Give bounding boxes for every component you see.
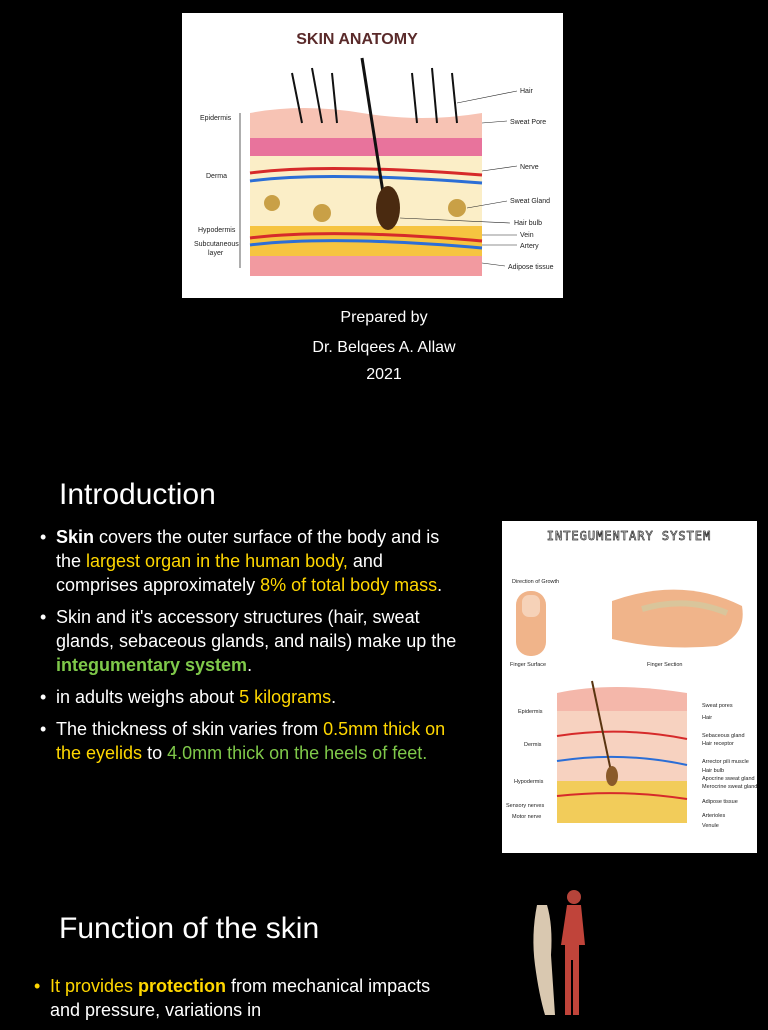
label-motor-nerve: Motor nerve	[512, 814, 542, 820]
label-hypodermis: Hypodermis	[198, 227, 236, 234]
introduction-heading: Introduction	[59, 478, 216, 511]
label-artery: Artery	[520, 243, 539, 250]
label-hair-2: Hair	[702, 715, 713, 721]
label-arterioles: Arterioles	[702, 813, 726, 819]
label-hair-bulb-2: Hair bulb	[702, 768, 725, 774]
skin-anatomy-title: SKIN ANATOMY	[296, 31, 418, 48]
introduction-bullets	[40, 525, 460, 773]
label-direction: Direction of Growth	[512, 579, 560, 585]
label-apocrine-gland: Apocrine sweat gland	[702, 776, 755, 782]
label-sensory-nerves: Sensory nerves	[506, 803, 545, 809]
integumentary-illustration	[502, 521, 757, 853]
label-nerve: Nerve	[520, 164, 539, 171]
prepared-by: Prepared by	[340, 309, 428, 326]
label-venule: Venule	[702, 823, 719, 829]
label-sweat-pores: Sweat pores	[702, 703, 733, 709]
label-subcutaneous: Subcutaneous	[194, 241, 239, 248]
bullet-skin-definition: • Skin covers the outer surface of the body and is the largest organ in the human body, and comprises approximately 8% of total body mass.	[40, 527, 443, 595]
label-hair-bulb: Hair bulb	[514, 220, 543, 227]
function-heading: Function of the skin	[59, 912, 320, 945]
label-hair: Hair	[520, 88, 533, 95]
label-arrector-pili: Arrector pili muscle	[702, 759, 749, 765]
integumentary-figure	[502, 521, 757, 853]
bullet-integumentary: • Skin and it's accessory structures (hair, sweat glands, sebaceous glands, and nails) make up the integumentary system.	[40, 607, 457, 675]
label-sweat-pore: Sweat Pore	[510, 119, 547, 126]
label-merocrine-gland: Merocrine sweat gland	[702, 784, 757, 790]
label-sebaceous-gland: Sebaceous gland	[702, 733, 745, 739]
label-sweat-gland: Sweat Gland	[510, 198, 551, 205]
bullet-protection: • It provides protection from mechanical impacts and pressure, variations in	[34, 976, 431, 1020]
label-adipose-tissue-2: Adipose tissue	[702, 799, 738, 805]
bullet-weight: • in adults weighs about 5 kilograms.	[40, 687, 337, 707]
label-dermis: Dermis	[524, 742, 542, 748]
label-hair-receptor: Hair receptor	[702, 741, 734, 747]
integumentary-title: INTEGUMENTARY SYSTEM	[546, 529, 712, 543]
label-finger-surface: Finger Surface	[510, 662, 547, 668]
label-epidermis: Epidermis	[200, 115, 232, 122]
label-vein: Vein	[520, 232, 534, 239]
label-layer: layer	[208, 250, 224, 257]
anatomy-figure-image	[527, 885, 599, 1020]
muscle-figure-icon	[527, 885, 599, 1020]
skin-anatomy-figure	[182, 13, 563, 298]
label-epidermis-2: Epidermis	[518, 709, 543, 715]
author-name: Dr. Belqees A. Allaw	[312, 339, 456, 356]
label-adipose-tissue: Adipose tissue	[508, 264, 554, 271]
label-hypodermis-2: Hypodermis	[514, 779, 544, 785]
bullet-thickness: • The thickness of skin varies from 0.5mm thick on the eyelids to 4.0mm thick on the heels of feet.	[40, 719, 446, 763]
skin-anatomy-illustration	[182, 13, 563, 298]
label-derma: Derma	[206, 173, 228, 180]
function-bullets	[34, 974, 434, 1030]
year: 2021	[366, 366, 402, 383]
label-finger-section: Finger Section	[647, 662, 683, 668]
